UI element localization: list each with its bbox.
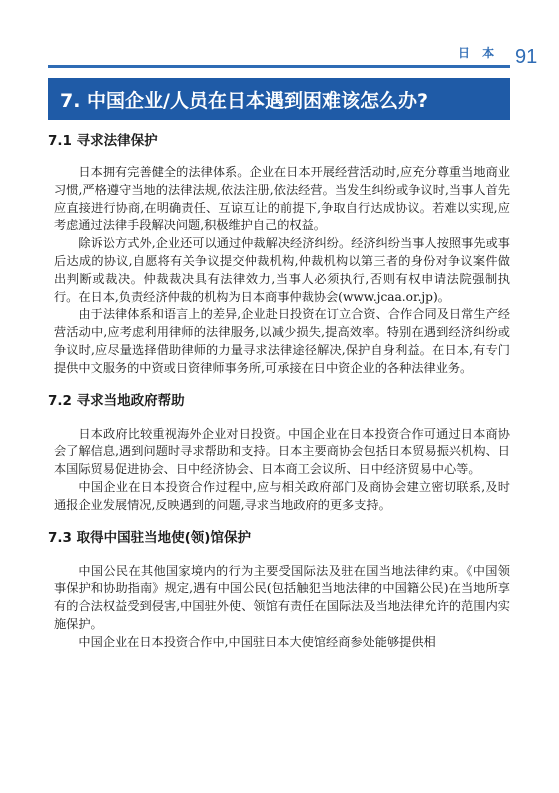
header-rule <box>48 65 510 68</box>
page-header-label: 日 本 <box>458 46 499 60</box>
paragraph: 日本拥有完善健全的法律体系。企业在日本开展经营活动时,应充分尊重当地商业习惯,严格遵守当地的法律法规,依法注册,依法经营。当发生纠纷或争议时,当事人首先应直接进行协商,在明确责任、互谅互让的前提下,争取自行达成协议。若难以实现,应考虑通过法律手段解决问题,积极维护自己的权益。 <box>54 165 510 233</box>
paragraph: 中国企业在日本投资合作中,中国驻日本大使馆经商参处能够提供相 <box>78 634 436 649</box>
page-number: 91 <box>515 46 538 68</box>
article-body <box>48 130 510 652</box>
section-heading-embassy-protection: 7.3 取得中国驻当地使(领)馆保护 <box>48 529 251 546</box>
paragraph: 由于法律体系和语言上的差异,企业赴日投资在订立合资、合作合同及日常生产经营活动中,应考虑利用律师的法律服务,以减少损失,提高效率。特别在遇到经济纠纷或争议时,应尽量选择借助律师的力量寻求法律途径解决,保护自身利益。在日本,有专门提供中文服务的中资或日资律师事务所,可承接在日中资企业的各种法律业务。 <box>54 307 510 375</box>
paragraph: 日本政府比较重视海外企业对日投资。中国企业在日本投资合作可通过日本商协会了解信息,遇到问题时寻求帮助和支持。日本主要商协会包括日本贸易振兴机构、日本国际贸易促进协会、日中经济协会、日本商工会议所、日中经济贸易中心等。 <box>54 426 510 477</box>
paragraph: 除诉讼方式外,企业还可以通过仲裁解决经济纠纷。经济纠纷当事人按照事先或事后达成的协议,自愿将有关争议提交仲裁机构,仲裁机构以第三者的身份对争议案件做出判断或裁决。仲裁裁决具有法律效力,当事人必须执行,否则有权申请法院强制执行。在日本,负责经济仲裁的机构为日本商事仲裁协会(www.jcaa.or.jp)。 <box>54 236 510 304</box>
section-heading-government-help: 7.2 寻求当地政府帮助 <box>48 392 185 409</box>
paragraph: 中国企业在日本投资合作过程中,应与相关政府部门及商协会建立密切联系,及时通报企业发展情况,反映遇到的问题,寻求当地政府的更多支持。 <box>54 479 510 512</box>
section-heading-legal-protection: 7.1 寻求法律保护 <box>48 133 158 149</box>
chapter-title: 7. 中国企业/人员在日本遇到困难该怎么办? <box>48 78 510 120</box>
paragraph: 中国公民在其他国家境内的行为主要受国际法及驻在国当地法律约束。《中国领事保护和协助指南》规定,遇有中国公民(包括触犯当地法律的中国籍公民)在当地所享有的合法权益受到侵害,中国驻外使、领馆有责任在国际法及当地法律允许的范围内实施保护。 <box>54 563 510 631</box>
